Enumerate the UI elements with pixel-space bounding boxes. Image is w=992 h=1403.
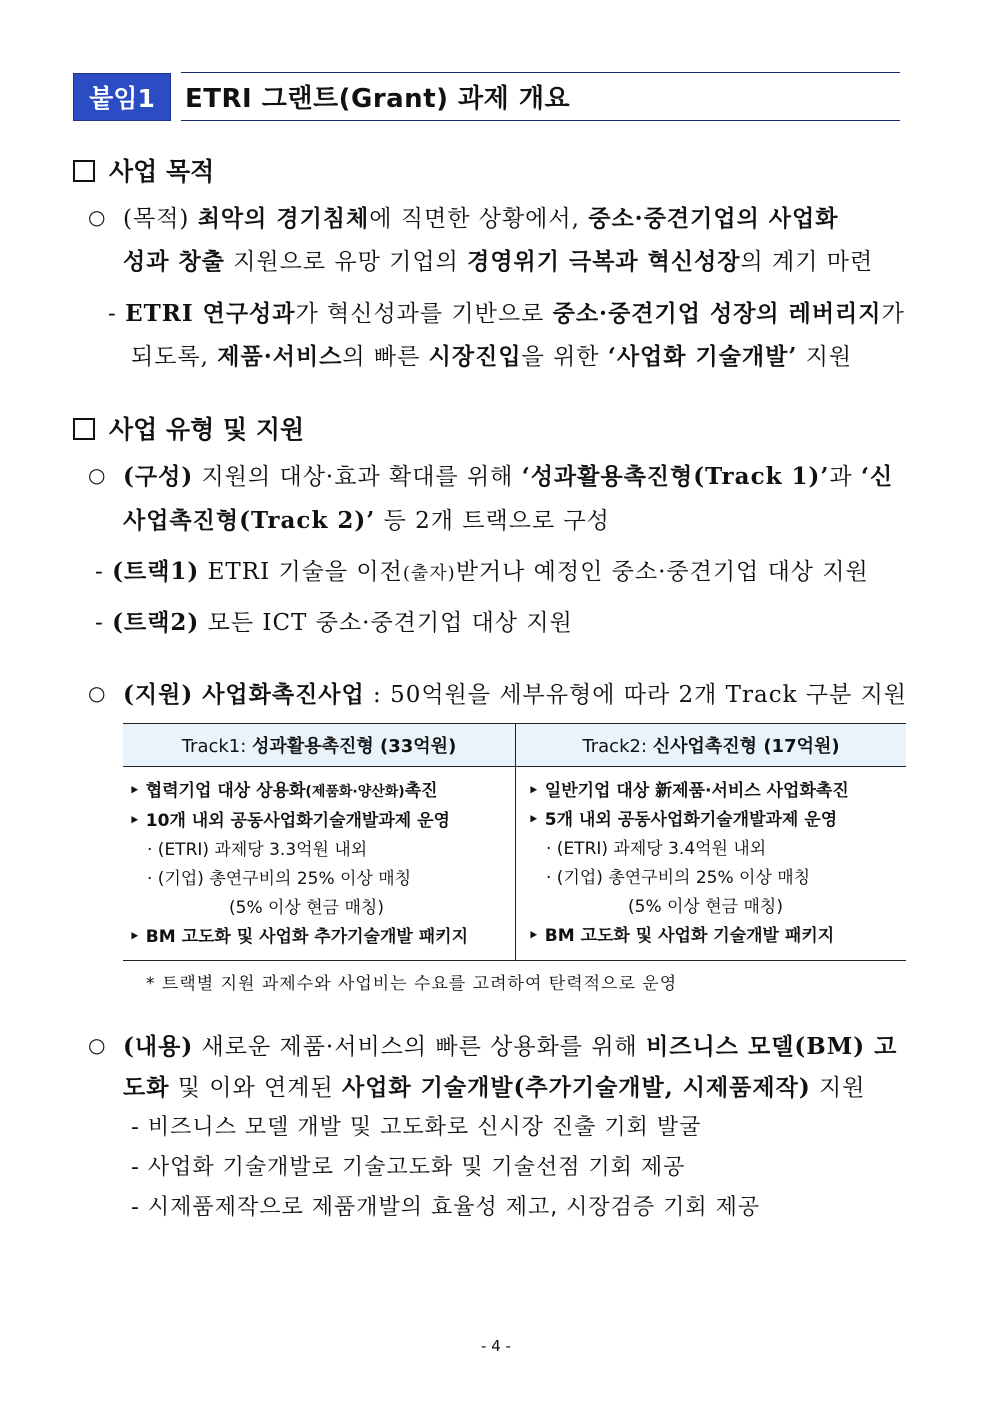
- table-cell-track2: ‣ 일반기업 대상 新제품·서비스 사업화촉진 ‣ 5개 내외 공동사업화기술개발과제 운영 · (ETRI) 과제당 3.4억원 내외 · (기업) 총연구비의 25% 이상 매칭 (5% 이상 현금 매칭) ‣ BM 고도화 및 사업화 기술개발 패키지: [516, 767, 907, 961]
- section-heading-type: 사업 유형 및 지원: [73, 410, 304, 446]
- circle-bullet-icon: ○: [88, 1033, 106, 1057]
- title-rule-bottom: [181, 120, 900, 121]
- page-title: ETRI 그랜트(Grant) 과제 개요: [185, 84, 571, 114]
- table-note: * 트랙별 지원 과제수와 사업비는 수요를 고려하여 탄력적으로 운영: [146, 974, 678, 994]
- checkbox-square-icon: [73, 160, 95, 182]
- content-item: - 시제품제작으로 제품개발의 효율성 제고, 시장검증 기회 제공: [131, 1195, 761, 1220]
- checkbox-square-icon: [73, 418, 95, 440]
- purpose-sub-line-1: - ETRI 연구성과가 혁신성과를 기반으로 중소·중견기업 성장의 레버리지가: [108, 300, 905, 327]
- table-header-track1: Track1: 성과활용촉진형 (33억원): [123, 724, 516, 767]
- content-item: - 사업화 기술개발로 기술고도화 및 기술선점 기회 제공: [131, 1155, 686, 1180]
- page-number: - 4 -: [481, 1337, 511, 1355]
- section-heading-purpose: 사업 목적: [73, 152, 214, 188]
- support-line: (지원) 사업화촉진사업 : 50억원을 세부유형에 따라 2개 Track 구분 지원: [123, 681, 908, 708]
- purpose-sub-line-2: 되도록, 제품·서비스의 빠른 시장진입을 위한 ‘사업화 기술개발’ 지원: [131, 343, 853, 370]
- attachment-badge: 붙임1: [73, 73, 171, 121]
- track2-line: - (트랙2) 모든 ICT 중소·중견기업 대상 지원: [95, 609, 573, 636]
- table-header-track2: Track2: 신사업촉진형 (17억원): [516, 724, 907, 767]
- title-rule-top: [181, 72, 900, 73]
- table-cell-track1: ‣ 협력기업 대상 상용화(제품화·양산화)촉진 ‣ 10개 내외 공동사업화기술개발과제 운영 · (ETRI) 과제당 3.3억원 내외 · (기업) 총연구비의 25% 이상 매칭 (5% 이상 현금 매칭) ‣ BM 고도화 및 사업화 추가기술개발 패키지: [123, 767, 516, 961]
- content-line-2: 도화 및 이와 연계된 사업화 기술개발(추가기술개발, 시제품제작) 지원: [123, 1074, 866, 1101]
- circle-bullet-icon: ○: [88, 205, 106, 229]
- structure-line-2: 사업촉진형(Track 2)’ 등 2개 트랙으로 구성: [123, 507, 610, 534]
- structure-line-1: (구성) 지원의 대상·효과 확대를 위해 ‘성과활용촉진형(Track 1)’과 ‘신: [123, 463, 894, 490]
- content-item: - 비즈니스 모델 개발 및 고도화로 신시장 진출 기회 발굴: [131, 1115, 702, 1140]
- circle-bullet-icon: ○: [88, 463, 106, 487]
- track-table: [123, 723, 906, 961]
- purpose-line-2: 성과 창출 지원으로 유망 기업의 경영위기 극복과 혁신성장의 계기 마련: [123, 248, 874, 275]
- circle-bullet-icon: ○: [88, 681, 106, 705]
- track1-line: - (트랙1) ETRI 기술을 이전(출자)받거나 예정인 중소·중견기업 대상 지원: [95, 558, 869, 585]
- content-line-1: (내용) 새로운 제품·서비스의 빠른 상용화를 위해 비즈니스 모델(BM) 고: [123, 1033, 898, 1060]
- purpose-line-1: (목적) 최악의 경기침체에 직면한 상황에서, 중소·중견기업의 사업화: [123, 205, 839, 232]
